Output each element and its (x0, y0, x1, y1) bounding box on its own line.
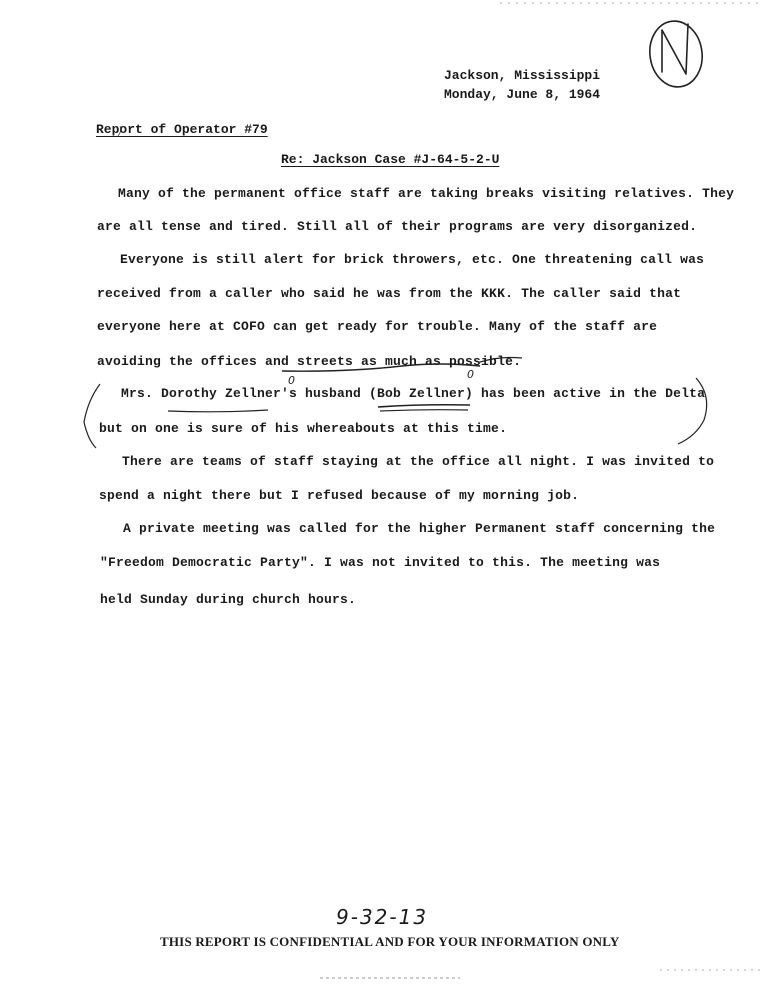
body-line: avoiding the offices and streets as much as possible. (97, 354, 522, 369)
left-bracket-mark (84, 384, 100, 448)
confidentiality-notice: THIS REPORT IS CONFIDENTIAL AND FOR YOUR INFORMATION ONLY (160, 934, 620, 949)
body-line: "Freedom Democratic Party". I was not invited to this. The meeting was (100, 555, 661, 570)
body-line: everyone here at COFO can get ready for trouble. Many of the staff are (97, 319, 658, 334)
header-date: Monday, June 8, 1964 (444, 87, 601, 102)
case-reference: Re: Jackson Case #J-64-5-2-U (281, 152, 500, 167)
margin-annotation: 0 (467, 368, 474, 381)
body-line: Many of the permanent office staff are taking breaks visiting relatives. They (118, 186, 735, 201)
report-header (444, 66, 600, 104)
body-line: Mrs. Dorothy Zellner's husband (Bob Zellner) has been active in the Delta (121, 386, 706, 401)
handwritten-file-number: 9-32-13 (336, 905, 429, 929)
body-line: received from a caller who said he was from the KKK. The caller said that (97, 286, 682, 301)
bob-zellner-underline-2 (380, 410, 468, 411)
bob-zellner-underline (378, 405, 470, 407)
body-line: are all tense and tired. Still all of their programs are very disorganized. (97, 219, 698, 234)
circled-n-text: N (676, 60, 677, 61)
circled-n-mark (646, 18, 707, 91)
margin-annotation: 0 (288, 374, 295, 387)
dorothy-zellner-underline (168, 410, 268, 412)
body-line: but on one is sure of his whereabouts at this time. (99, 421, 508, 436)
report-title: Report of Operator #79 (96, 122, 268, 137)
body-line: There are teams of staff staying at the office all night. I was invited to (122, 454, 715, 469)
header-location: Jackson, Mississippi (444, 68, 601, 83)
body-line: spend a night there but I refused because of my morning job. (99, 488, 580, 503)
body-line: A private meeting was called for the higher Permanent staff concerning the (123, 521, 716, 536)
body-line: Everyone is still alert for brick throwers, etc. One threatening call was (120, 252, 705, 267)
body-line: held Sunday during church hours. (100, 592, 357, 607)
